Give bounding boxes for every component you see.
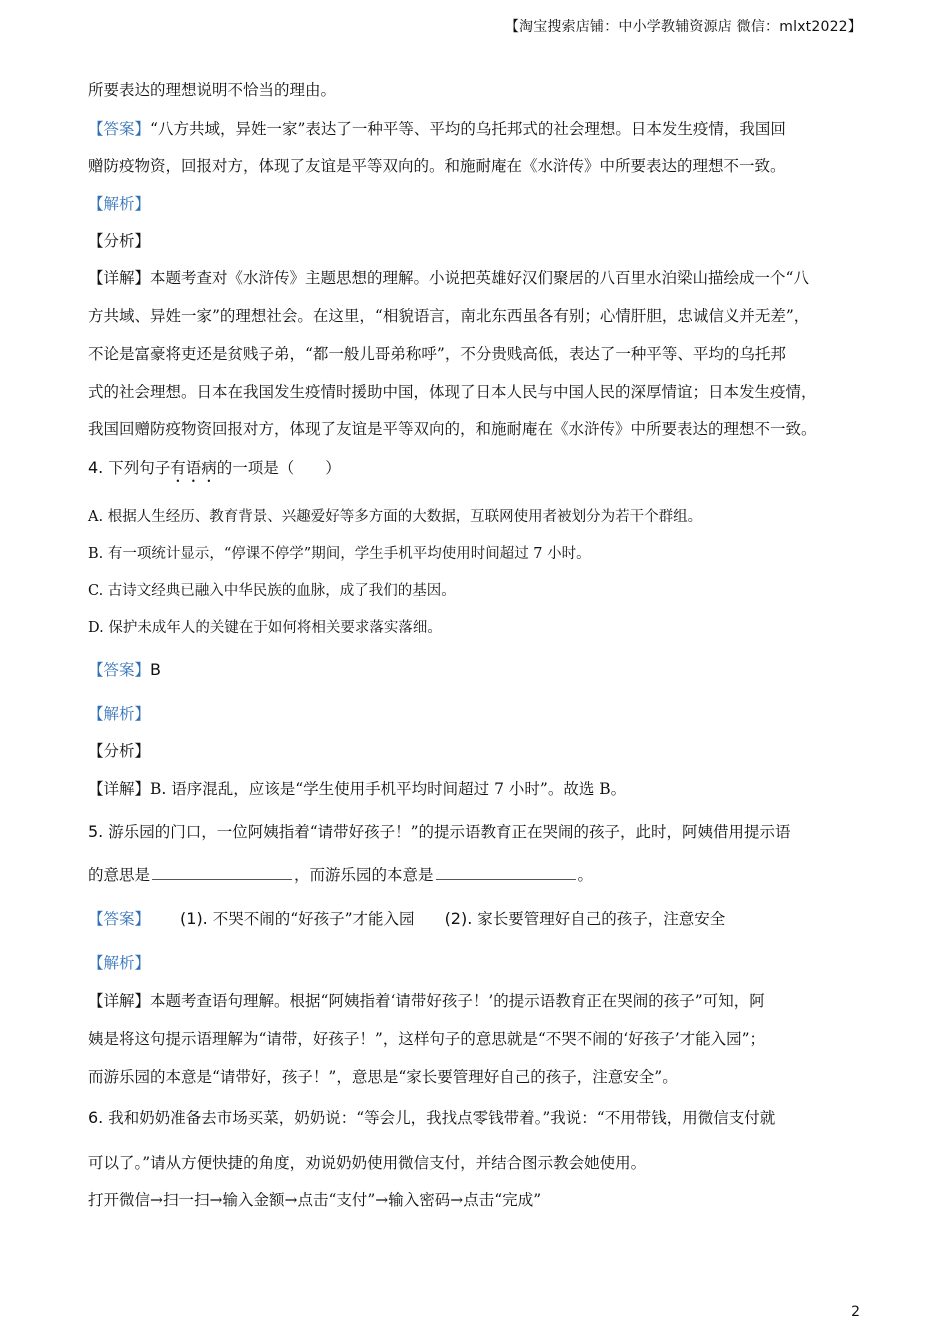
answer-blank-1 bbox=[152, 865, 292, 880]
q3-answer-line-2: 赠防疫物资，回报对方，体现了友谊是平等双向的。和施耐庵在《水浒传》中所要表达的理想不一致。 bbox=[88, 157, 786, 175]
q4-detail-line bbox=[88, 779, 862, 799]
q5-detail-text-1: 本题考查语句理解。根据“阿姨指着‘请带好孩子！’的提示语教育正在哭闹的孩子”可知，阿 bbox=[150, 992, 765, 1010]
q3-answer-text-1: “八方共域，异姓一家”表达了一种平等、平均的乌托邦式的社会理想。日本发生疫情，我国回 bbox=[150, 120, 786, 138]
q5-stem-part-b: ，而游乐园的本意是 bbox=[294, 866, 434, 884]
q3-answer-line-1 bbox=[88, 119, 862, 139]
q4-option-d: D. 保护未成年人的关键在于如何将相关要求落实落细。 bbox=[88, 620, 442, 636]
question-number: 6. bbox=[88, 1108, 104, 1127]
answer-1-number: (1). bbox=[180, 909, 208, 928]
answer-2-number: (2). bbox=[444, 909, 473, 928]
q4-option-a: A. 根据人生经历、教育背景、兴趣爱好等多方面的大数据，互联网使用者被划分为若干个群组。 bbox=[88, 509, 703, 525]
analysis-tag: 【解析】 bbox=[88, 954, 151, 972]
q3-detail-line-5: 我国回赠防疫物资回报对方，体现了友谊是平等双向的，和施耐庵在《水浒传》中所要表达的理想不一致。 bbox=[88, 420, 817, 438]
q3-detail-line-3: 不论是富豪将吏还是贫贱子弟，“都一般儿哥弟称呼”，不分贵贱高低，表达了一种平等、平均的乌托邦 bbox=[88, 345, 786, 363]
q5-stem-part-a: 的意思是 bbox=[88, 866, 151, 884]
q3-detail-line-4: 式的社会理想。日本在我国发生疫情时援助中国，体现了日本人民与中国人民的深厚情谊；日本发生疫情， bbox=[88, 383, 817, 401]
q5-detail-line-1 bbox=[88, 991, 862, 1011]
q5-stem-part-c: 。 bbox=[577, 866, 594, 884]
q4-answer-value: B bbox=[150, 660, 161, 679]
q5-stem-line-2 bbox=[88, 865, 862, 885]
q3-detail-line-2: 方共域、异姓一家”的理想社会。在这里，“相貌语言，南北东西虽各有别；心情肝胆，忠诚信义并无差”， bbox=[88, 307, 810, 325]
detail-tag: 【详解】 bbox=[88, 269, 151, 287]
q4-detail-text: B. 语序混乱，应该是“学生使用手机平均时间超过 7 小时”。故选 B。 bbox=[150, 780, 627, 798]
answer-blank-2 bbox=[436, 865, 576, 880]
q5-stem-text-1: 游乐园的门口，一位阿姨指着“请带好孩子！”的提示语教育正在哭闹的孩子，此时，阿姨借用提示语 bbox=[108, 823, 791, 841]
answer-tag: 【答案】 bbox=[88, 120, 151, 138]
question-number: 4. bbox=[88, 458, 104, 477]
question-number: 5. bbox=[88, 822, 104, 841]
q6-steps: 打开微信→扫一扫→输入金额→点击“支付”→输入密码→点击“完成” bbox=[88, 1191, 542, 1209]
answer-2-text: 家长要管理好自己的孩子，注意安全 bbox=[477, 910, 726, 928]
q4-answer-line bbox=[88, 660, 862, 680]
fenxi-tag: 【分析】 bbox=[88, 742, 151, 760]
q4-option-b: B. 有一项统计显示，“停课不停学”期间，学生手机平均使用时间超过 7 小时。 bbox=[88, 546, 591, 562]
analysis-tag: 【解析】 bbox=[88, 705, 151, 723]
q5-detail-line-2: 姨是将这句提示语理解为“请带，好孩子！”，这样句子的意思就是“不哭不闹的‘好孩子’才能入园”； bbox=[88, 1030, 766, 1048]
answer-tag: 【答案】 bbox=[88, 910, 151, 928]
q4-stem-post: 的一项是（ ） bbox=[216, 459, 341, 477]
detail-tag: 【详解】 bbox=[88, 780, 151, 798]
q3-detail-line-1 bbox=[88, 268, 862, 288]
q5-detail-line-3: 而游乐园的本意是“请带好，孩子！”，意思是“家长要管理好自己的孩子，注意安全”。 bbox=[88, 1068, 678, 1086]
detail-tag: 【详解】 bbox=[88, 992, 151, 1010]
analysis-tag: 【解析】 bbox=[88, 195, 151, 213]
q5-stem-line-1 bbox=[88, 822, 862, 842]
q4-option-c: C. 古诗文经典已融入中华民族的血脉，成了我们的基因。 bbox=[88, 583, 456, 599]
q6-stem-line-1 bbox=[88, 1108, 862, 1128]
q4-stem-pre: 下列句子 bbox=[108, 459, 171, 477]
fenxi-tag: 【分析】 bbox=[88, 232, 151, 250]
q5-answer-line bbox=[88, 909, 862, 929]
answer-1-text: 不哭不闹的“好孩子”才能入园 bbox=[212, 910, 415, 928]
q6-stem-line-2: 可以了。”请从方便快捷的角度，劝说奶奶使用微信支付，并结合图示教会她使用。 bbox=[88, 1154, 647, 1172]
q4-stem-emphasis: 有语病 bbox=[170, 459, 217, 477]
q3-detail-text-1: 本题考查对《水浒传》主题思想的理解。小说把英雄好汉们聚居的八百里水泊梁山描绘成一个“八 bbox=[150, 269, 809, 287]
q4-stem bbox=[88, 458, 862, 486]
page-number: 2 bbox=[851, 1304, 860, 1320]
answer-tag: 【答案】 bbox=[88, 661, 151, 679]
page-header: 【淘宝搜索店铺：中小学教辅资源店 微信：mlxt2022】 bbox=[504, 19, 862, 35]
q6-stem-text-1: 我和奶奶准备去市场买菜，奶奶说：“等会儿，我找点零钱带着。”我说：“不用带钱，用微信支付就 bbox=[108, 1109, 776, 1127]
q3-tail: 所要表达的理想说明不恰当的理由。 bbox=[88, 81, 337, 99]
